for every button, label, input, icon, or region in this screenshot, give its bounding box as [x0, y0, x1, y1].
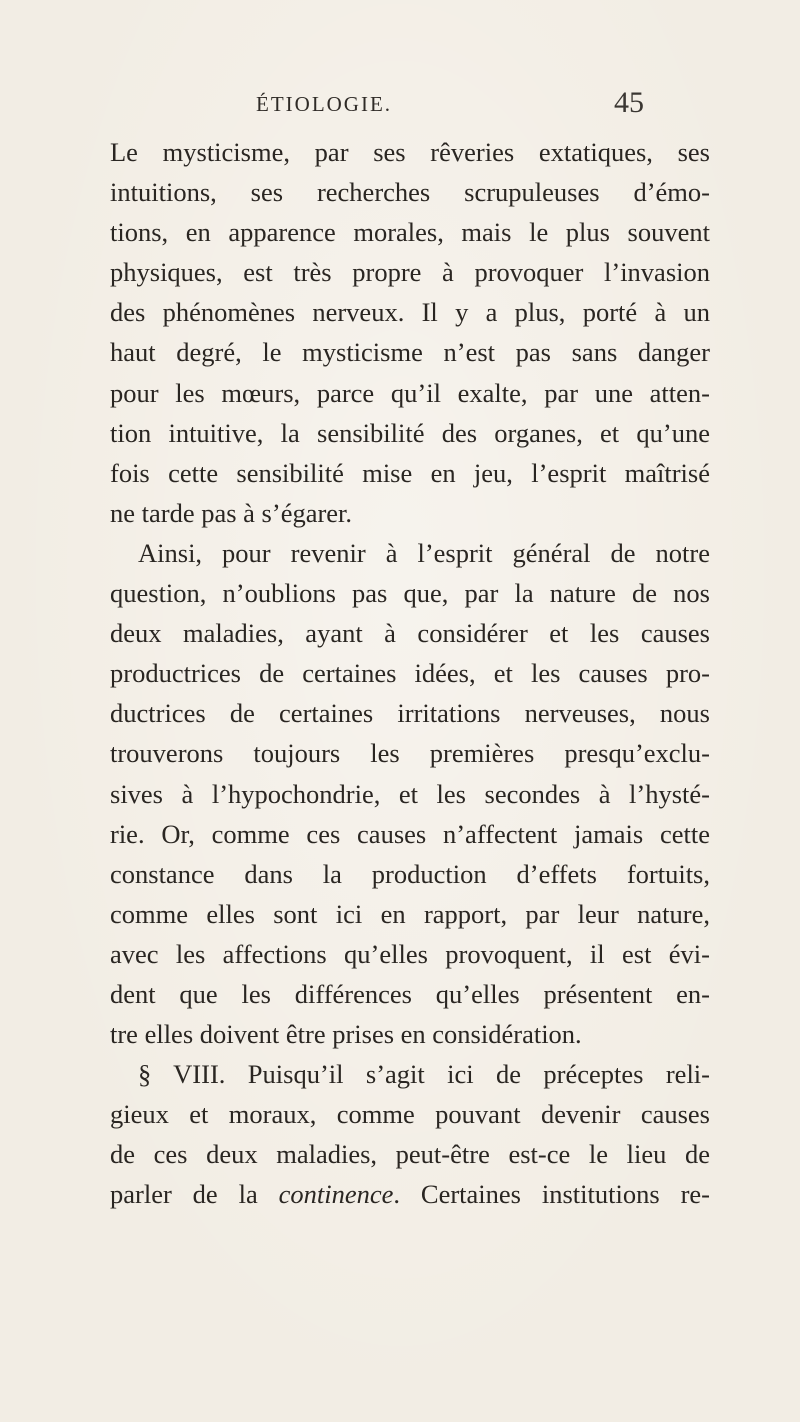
text-line: comme elles sont ici en rapport, par leur nature,: [110, 898, 710, 929]
text-line-final: [110, 1174, 710, 1214]
paragraph-end-line: ne tarde pas à s’égarer.: [110, 497, 353, 528]
text-line: gieux et moraux, comme pouvant devenir causes: [110, 1099, 710, 1130]
text-line: sives à l’hypochondrie, et les secondes à l’hysté-: [110, 778, 710, 809]
text-line: dent que les différences qu’elles présentent en-: [110, 978, 710, 1009]
text-segment: parler de la: [110, 1179, 279, 1210]
text-line: avec les affections qu’elles provoquent, il est évi-: [110, 938, 710, 969]
text-line: Le mysticisme, par ses rêveries extatiques, ses: [110, 137, 710, 167]
text-line: tions, en apparence morales, mais le plus souvent: [110, 217, 710, 248]
text-line: de ces deux maladies, peut-être est-ce le lieu de: [110, 1139, 710, 1170]
text-line: haut degré, le mysticisme n’est pas sans danger: [110, 337, 710, 368]
italic-term: continence: [278, 1179, 394, 1210]
section-start-line: § VIII. Puisqu’il s’agit ici de préceptes reli-: [138, 1059, 710, 1090]
text-line: constance dans la production d’effets fortuits,: [110, 858, 710, 889]
text-segment: . Certaines institutions re-: [393, 1179, 710, 1210]
text-line: pour les mœurs, parce qu’il exalte, par une atten-: [110, 377, 710, 408]
text-line: question, n’oublions pas que, par la nature de nos: [110, 578, 710, 609]
text-line: deux maladies, ayant à considérer et les causes: [110, 618, 710, 649]
text-line: trouverons toujours les premières presqu’exclu-: [110, 738, 710, 769]
paragraph-start-line: Ainsi, pour revenir à l’esprit général de notre: [138, 537, 710, 568]
running-head: [0, 86, 800, 126]
text-line: tion intuitive, la sensibilité des organes, et qu’une: [110, 417, 710, 448]
text-line: productrices de certaines idées, et les causes pro-: [110, 658, 710, 689]
text-line: fois cette sensibilité mise en jeu, l’esprit maîtrisé: [110, 457, 710, 488]
body-text: [110, 132, 710, 1215]
paragraph-end-line: tre elles doivent être prises en considération.: [110, 1019, 582, 1050]
text-line: rie. Or, comme ces causes n’affectent jamais cette: [110, 818, 710, 849]
text-line: physiques, est très propre à provoquer l’invasion: [110, 257, 710, 288]
text-line: des phénomènes nerveux. Il y a plus, porté à un: [110, 297, 710, 328]
page-number: 45: [614, 86, 644, 119]
text-line: ductrices de certaines irritations nerveuses, nous: [110, 698, 710, 729]
chapter-title: ÉTIOLOGIE.: [256, 92, 393, 116]
text-line: intuitions, ses recherches scrupuleuses d’émo-: [110, 177, 710, 208]
